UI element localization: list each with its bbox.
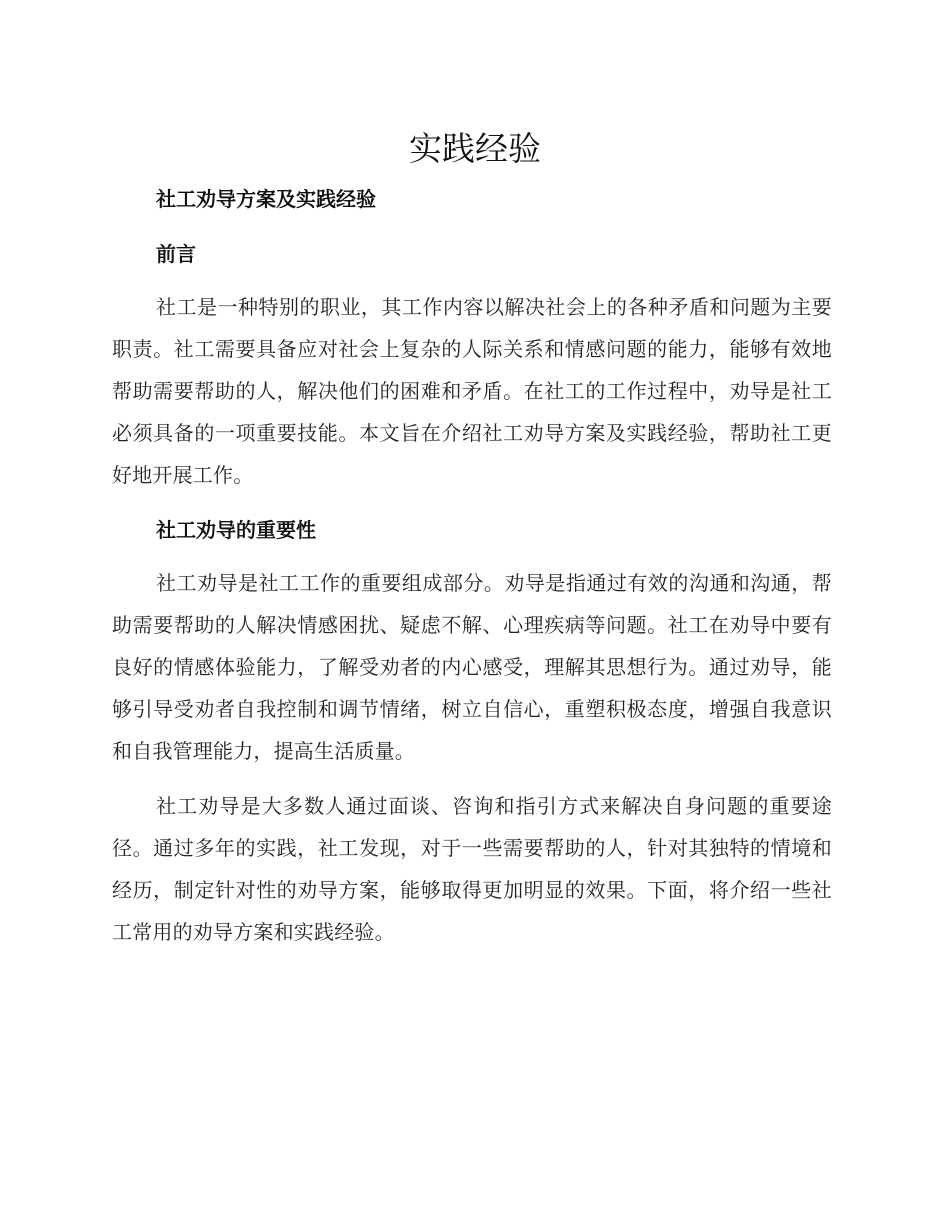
paragraph-preface: 社工是一种特别的职业，其工作内容以解决社会上的各种矛盾和问题为主要职责。社工需要具备应对社会上复杂的人际关系和情感问题的能力，能够有效地帮助需要帮助的人，解决他们的困难和矛盾。在社工的工作过程中，劝导是社工必须具备的一项重要技能。本文旨在介绍社工劝导方案及实践经验，帮助社工更好地开展工作。	[112, 295, 832, 487]
section-heading-importance: 社工劝导的重要性	[156, 518, 316, 542]
paragraph-importance-1: 社工劝导是社工工作的重要组成部分。劝导是指通过有效的沟通和沟通，帮助需要帮助的人解决情感困扰、疑虑不解、心理疾病等问题。社工在劝导中要有良好的情感体验能力，了解受劝者的内心感受，理解其思想行为。通过劝导，能够引导受劝者自我控制和调节情绪，树立自信心，重塑积极态度，增强自我意识和自我管理能力，提高生活质量。	[112, 571, 832, 763]
document-subtitle: 社工劝导方案及实践经验	[156, 187, 376, 211]
document-title: 实践经验	[409, 129, 541, 168]
section-heading-preface: 前言	[156, 242, 196, 266]
paragraph-importance-2: 社工劝导是大多数人通过面谈、咨询和指引方式来解决自身问题的重要途径。通过多年的实践，社工发现，对于一些需要帮助的人，针对其独特的情境和经历，制定针对性的劝导方案，能够取得更加明显的效果。下面，将介绍一些社工常用的劝导方案和实践经验。	[112, 794, 832, 944]
document-body	[112, 178, 832, 953]
